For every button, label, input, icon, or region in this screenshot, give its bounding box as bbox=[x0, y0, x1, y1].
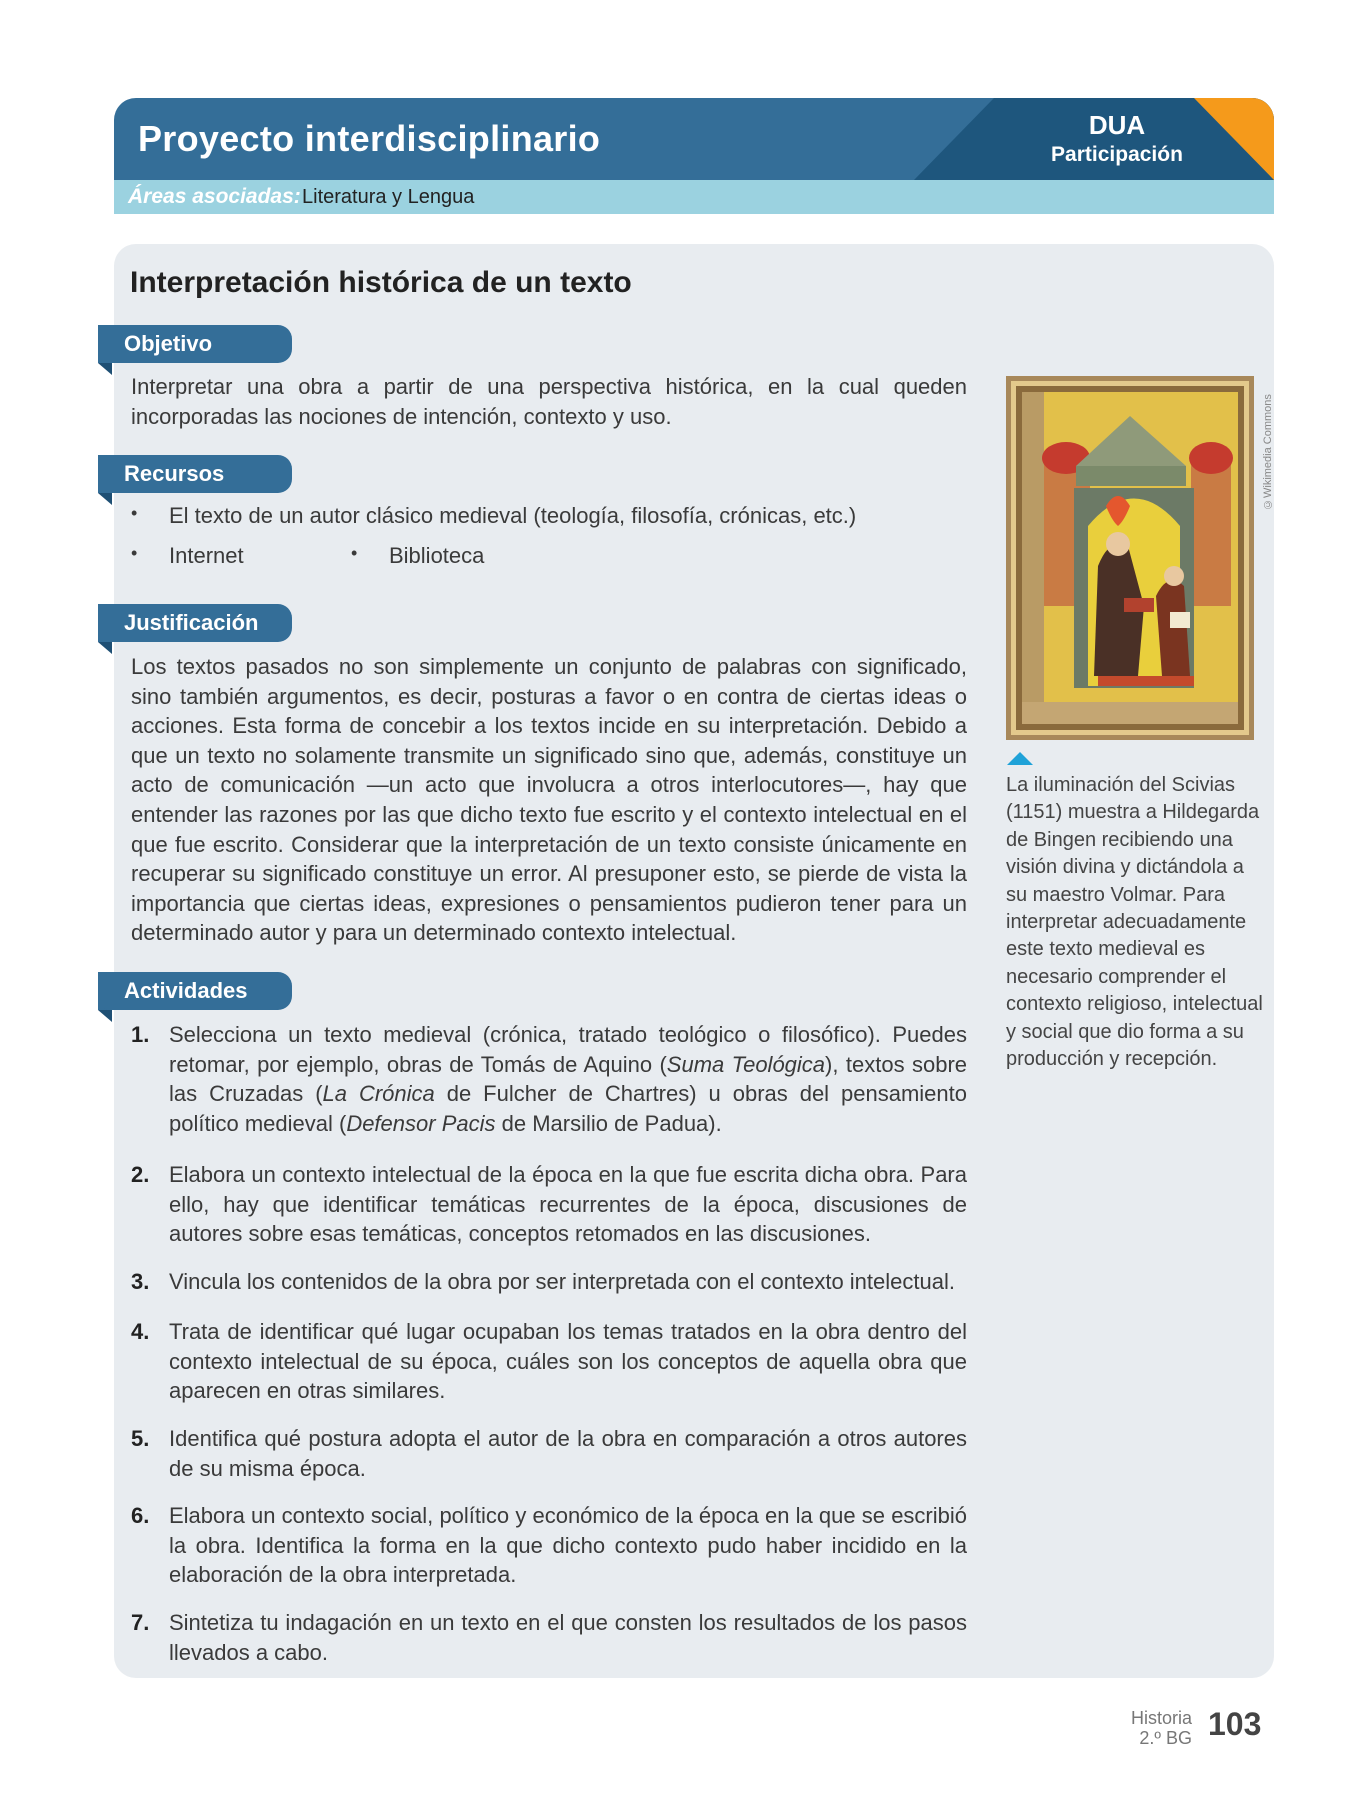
areas-value: Literatura y Lengua bbox=[302, 186, 475, 208]
activity-item bbox=[131, 1608, 967, 1667]
bullet-dot: • bbox=[351, 543, 358, 563]
activity-item bbox=[131, 1501, 967, 1590]
recursos-tag bbox=[98, 455, 292, 493]
activity-number: 6. bbox=[131, 1503, 150, 1528]
footer-grade: 2.º BG bbox=[1139, 1728, 1192, 1748]
bullet-dot: • bbox=[131, 503, 138, 523]
activity-number: 5. bbox=[131, 1426, 150, 1451]
activity-item bbox=[131, 1317, 967, 1406]
recursos-label: Recursos bbox=[124, 461, 225, 486]
activity-item bbox=[131, 1160, 967, 1249]
justificacion-text: Los textos pasados no son simplemente un conjunto de palabras con significado, sino también argumentos, es decir, posturas a favor o en contra de ciertas ideas o acciones. Esta forma de concebir a los textos incide en su interpretación. Debido a que un texto no solamente transmite un significado sino que, además, constituye un acto de comunicación —un acto que involucra a otros interlocutores—, hay que entender las razones por las que dicho texto fue escrito y el contexto intelectual en el que fue escrito. Considerar que la interpretación de un texto consiste únicamente en recuperar su significado constituye un error. Al presuponer esto, se pierde de vista la importancia que ciertas ideas, expresiones o pensamientos pudieron tener para un determinado autor y para un determinado contexto intelectual. bbox=[131, 654, 967, 946]
areas-label: Áreas asociadas: bbox=[128, 185, 301, 208]
activity-text: Elabora un contexto intelectual de la época en la que fue escrita dicha obra. Para ello, hay que identificar temáticas recurrentes de la época, discusiones de autores sobre esas temáticas, conceptos retomados en las discusiones. bbox=[169, 1162, 967, 1247]
image-caption: La iluminación del Scivias (1151) muestra a Hildegarda de Bingen recibiendo una visión divina y dictándola a su maestro Volmar. Para interpretar adecuadamente este texto medieval es necesario comprender el contexto religioso, intelectual y social que dio forma a su producción y recepción. bbox=[1006, 774, 1263, 1071]
areas-bar bbox=[114, 180, 1274, 214]
activity-number: 7. bbox=[131, 1610, 150, 1635]
page-number: 103 bbox=[1208, 1706, 1262, 1742]
objetivo-tag bbox=[98, 325, 292, 363]
activity-number: 1. bbox=[131, 1022, 150, 1047]
justificacion-tag bbox=[98, 604, 292, 642]
justificacion-label: Justificación bbox=[124, 610, 259, 635]
dua-title: DUA bbox=[1088, 110, 1146, 140]
activity-text: Elabora un contexto social, político y económico de la época en la que se escribió la obra. Identifica la forma en la que dicho contexto pudo haber incidido en la elaboración de la obra interpretada. bbox=[169, 1503, 967, 1588]
activity-item bbox=[131, 1020, 967, 1138]
hildegard-illumination-image bbox=[1006, 376, 1254, 740]
activity-text: Sintetiza tu indagación en un texto en el que consten los resultados de los pasos llevados a cabo. bbox=[169, 1610, 967, 1665]
caption-arrow-icon bbox=[1007, 752, 1033, 765]
activity-number: 2. bbox=[131, 1162, 150, 1187]
header-title: Proyecto interdisciplinario bbox=[138, 118, 601, 159]
section-header bbox=[114, 98, 1274, 180]
dua-subtitle: Participación bbox=[1051, 143, 1183, 166]
activity-item bbox=[131, 1424, 967, 1483]
resource-item: • El texto de un autor clásico medieval (teología, filosofía, crónicas, etc.) bbox=[131, 503, 857, 528]
activity-text: Identifica qué postura adopta el autor de la obra en comparación a otros autores de su misma época. bbox=[169, 1426, 967, 1481]
objetivo-text: Interpretar una obra a partir de una perspectiva histórica, en la cual queden incorporadas las nociones de intención, contexto y uso. bbox=[131, 374, 967, 429]
activity-text: Vincula los contenidos de la obra por ser interpretada con el contexto intelectual. bbox=[169, 1269, 955, 1294]
actividades-tag bbox=[98, 972, 292, 1010]
page-title: Interpretación histórica de un texto bbox=[130, 266, 632, 299]
actividades-label: Actividades bbox=[124, 978, 248, 1003]
objetivo-label: Objetivo bbox=[124, 331, 213, 356]
activity-text: Selecciona un texto medieval (crónica, tratado teológico o filosófico). Puedes retomar, por ejemplo, obras de Tomás de Aquino (Suma Teológica), textos sobre las Cruzadas (La Crónica de Fulcher de Chartres) u obras del pensamiento político medieval (Defensor Pacis de Marsilio de Padua). bbox=[169, 1022, 967, 1136]
resource-item: • Internet bbox=[131, 543, 244, 568]
footer-subject bbox=[1131, 1708, 1192, 1748]
bullet-dot: • bbox=[131, 543, 138, 563]
footer-subject-name: Historia bbox=[1130, 1708, 1192, 1728]
image-credit: ©Wikimedia Commons bbox=[1262, 394, 1274, 510]
resource-item: • Biblioteca bbox=[351, 543, 485, 568]
activity-text: Trata de identificar qué lugar ocupaban los temas tratados en la obra dentro del contexto intelectual de su época, cuáles son los conceptos de aquella obra que aparecen en otras similares. bbox=[169, 1319, 967, 1404]
activity-number: 3. bbox=[131, 1269, 150, 1294]
activity-number: 4. bbox=[131, 1319, 150, 1344]
dua-badge bbox=[1042, 110, 1192, 167]
activity-item bbox=[131, 1267, 967, 1297]
